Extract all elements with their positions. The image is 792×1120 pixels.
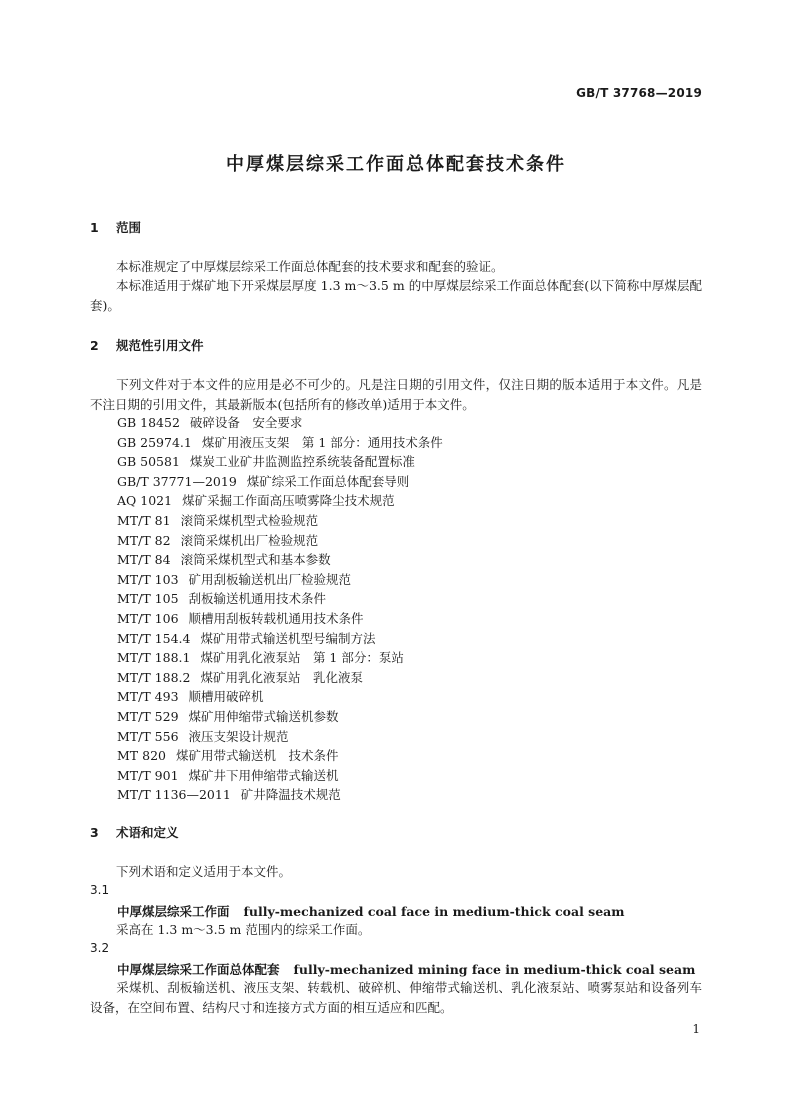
reference-title: 煤矿用带式输送机 技术条件 <box>175 748 339 764</box>
reference-code: MT/T 106 <box>117 610 179 626</box>
reference-code: MT/T 82 <box>117 532 171 548</box>
section-number: 3 <box>90 825 99 840</box>
term-name-zh: 中厚煤层综采工作面 <box>117 904 230 919</box>
term-heading <box>117 960 695 978</box>
scope-paragraph-2 <box>90 276 702 315</box>
reference-code: GB/T 37771—2019 <box>117 473 237 489</box>
term-number: 3.2 <box>90 941 110 955</box>
reference-item <box>117 570 443 590</box>
reference-item <box>117 531 443 551</box>
reference-code: MT/T 81 <box>117 512 171 528</box>
reference-code: MT/T 103 <box>117 571 179 587</box>
reference-item <box>117 648 443 668</box>
page-number: 1 <box>692 1022 700 1036</box>
reference-title: 煤矿采掘工作面高压喷雾降尘技术规范 <box>182 493 395 509</box>
reference-code: GB 18452 <box>117 415 180 430</box>
reference-code: MT/T 1136—2011 <box>117 787 231 803</box>
standard-code: GB/T 37768—2019 <box>576 86 702 100</box>
scope-text-1: 本标准规定了中厚煤层综采工作面总体配套的技术要求和配套的验证。 <box>116 259 504 274</box>
reference-item <box>117 589 443 609</box>
reference-title: 煤矿用带式输送机型号编制方法 <box>200 630 376 646</box>
reference-item <box>117 452 443 472</box>
section-3-heading <box>90 823 179 841</box>
reference-code: MT/T 188.2 <box>117 669 191 685</box>
term-definition <box>90 920 702 940</box>
reference-title: 煤矿用乳化液泵站 第 1 部分：泵站 <box>200 650 404 666</box>
term-name-en: fully-mechanized mining face in medium-thick coal seam <box>293 962 696 977</box>
term-definition <box>90 978 702 1017</box>
reference-item <box>117 766 443 786</box>
reference-item <box>117 413 443 433</box>
reference-item <box>117 629 443 649</box>
reference-code: MT/T 154.4 <box>117 630 191 646</box>
reference-title: 滚筒采煤机型式检验规范 <box>180 512 319 528</box>
term-name-zh: 中厚煤层综采工作面总体配套 <box>117 962 280 977</box>
reference-title: 矿井降温技术规范 <box>240 787 341 803</box>
reference-title: 刮板输送机通用技术条件 <box>188 591 327 607</box>
reference-code: MT/T 105 <box>117 591 179 607</box>
reference-item <box>117 472 443 492</box>
term-number: 3.1 <box>90 883 110 897</box>
reference-title: 煤矿用伸缩带式输送机参数 <box>188 708 339 724</box>
reference-item <box>117 433 443 453</box>
reference-title: 液压支架设计规范 <box>188 728 289 744</box>
reference-title: 煤矿综采工作面总体配套导则 <box>246 473 410 489</box>
section-title: 规范性引用文件 <box>116 338 204 353</box>
reference-title: 煤炭工业矿井监测监控系统装备配置标准 <box>189 454 415 470</box>
term-definition-text: 采高在 1.3 m～3.5 m 范围内的综采工作面。 <box>116 922 371 937</box>
section-number: 1 <box>90 220 99 235</box>
reference-code: MT 820 <box>117 748 166 764</box>
reference-item <box>117 746 443 766</box>
reference-title: 矿用刮板输送机出厂检验规范 <box>188 571 352 587</box>
reference-code: MT/T 556 <box>117 728 179 744</box>
reference-title: 顺槽用破碎机 <box>188 689 264 705</box>
reference-title: 煤矿用液压支架 第 1 部分：通用技术条件 <box>201 434 443 450</box>
reference-title: 滚筒采煤机出厂检验规范 <box>180 532 319 548</box>
reference-code: GB 50581 <box>117 454 180 470</box>
reference-code: MT/T 188.1 <box>117 650 191 666</box>
reference-list <box>117 413 443 805</box>
reference-item <box>117 668 443 688</box>
term-definition-text: 采煤机、刮板输送机、液压支架、转载机、破碎机、伸缩带式输送机、乳化液泵站、喷雾泵站和设备列车设备，在空间布置、结构尺寸和连接方式方面的相互适应和匹配。 <box>90 980 702 1015</box>
refs-intro-paragraph <box>90 375 702 414</box>
section-1-heading <box>90 218 141 236</box>
scope-paragraph-1 <box>90 257 702 277</box>
reference-code: AQ 1021 <box>117 493 173 509</box>
term-heading <box>117 902 625 920</box>
reference-code: MT/T 901 <box>117 767 179 783</box>
reference-title: 煤矿用乳化液泵站 乳化液泵 <box>200 669 363 685</box>
reference-item <box>117 727 443 747</box>
reference-code: MT/T 529 <box>117 708 179 724</box>
refs-intro-text: 下列文件对于本文件的应用是必不可少的。凡是注日期的引用文件，仅注日期的版本适用于本文件。凡是不注日期的引用文件，其最新版本(包括所有的修改单)适用于本文件。 <box>90 377 702 412</box>
reference-item <box>117 707 443 727</box>
reference-title: 煤矿井下用伸缩带式输送机 <box>188 767 339 783</box>
section-number: 2 <box>90 338 99 353</box>
reference-item <box>117 491 443 511</box>
reference-title: 顺槽用刮板转载机通用技术条件 <box>188 610 364 626</box>
reference-item <box>117 687 443 707</box>
section-title: 术语和定义 <box>116 825 179 840</box>
term-name-en: fully-mechanized coal face in medium-thick coal seam <box>243 904 625 919</box>
reference-item <box>117 511 443 531</box>
section-2-heading <box>90 336 204 354</box>
scope-text-2: 本标准适用于煤矿地下开采煤层厚度 1.3 m～3.5 m 的中厚煤层综采工作面总体配套(以下简称中厚煤层配套)。 <box>90 278 702 313</box>
reference-item <box>117 550 443 570</box>
reference-item <box>117 609 443 629</box>
terms-intro-paragraph <box>90 862 702 882</box>
section-title: 范围 <box>116 220 142 235</box>
reference-title: 滚筒采煤机型式和基本参数 <box>180 552 331 568</box>
reference-code: MT/T 84 <box>117 552 171 568</box>
reference-title: 破碎设备 安全要求 <box>189 415 303 430</box>
reference-code: MT/T 493 <box>117 689 179 705</box>
reference-code: GB 25974.1 <box>117 434 192 450</box>
terms-intro-text: 下列术语和定义适用于本文件。 <box>116 864 292 879</box>
document-title: 中厚煤层综采工作面总体配套技术条件 <box>226 154 566 175</box>
reference-item <box>117 785 443 805</box>
